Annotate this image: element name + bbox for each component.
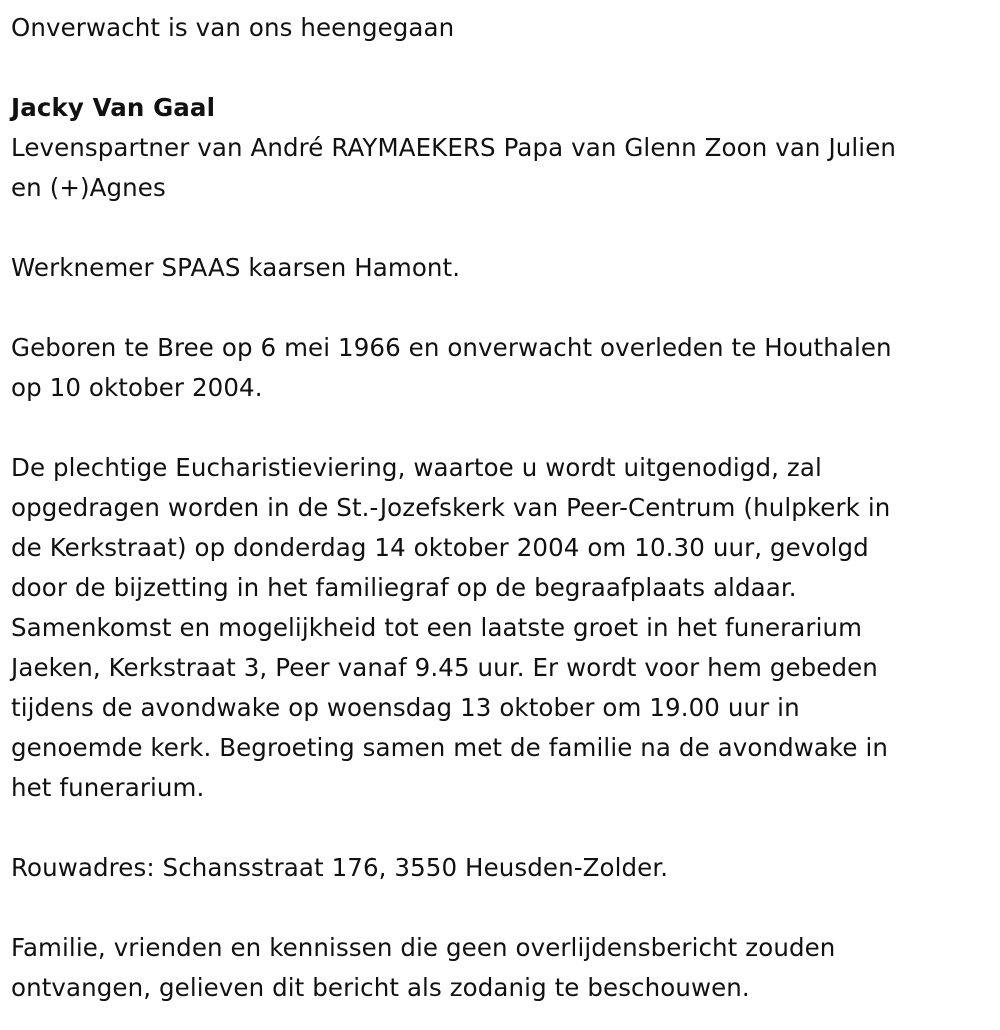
ceremony-line: Samenkomst en mogelijkheid tot een laatste groet in het funerarium [11, 613, 863, 642]
relations-line: en (+)Agnes [11, 173, 166, 202]
birth-death-line: Geboren te Bree op 6 mei 1966 en onverwacht overleden te Houthalen [11, 333, 892, 362]
ceremony-line: Jaeken, Kerkstraat 3, Peer vanaf 9.45 uur. Er wordt voor hem gebeden [11, 653, 878, 682]
ceremony-line: de Kerkstraat) op donderdag 14 oktober 2004 om 10.30 uur, gevolgd [11, 533, 869, 562]
deceased-name: Jacky Van Gaal [11, 93, 216, 122]
ceremony-line: tijdens de avondwake op woensdag 13 oktober om 19.00 uur in [11, 693, 800, 722]
occupation-text: Werknemer SPAAS kaarsen Hamont. [11, 253, 461, 282]
ceremony-line: De plechtige Eucharistieviering, waartoe u wordt uitgenodigd, zal [11, 453, 822, 482]
ceremony-line: genoemde kerk. Begroeting samen met de familie na de avondwake in [11, 733, 888, 762]
closing-line: ontvangen, gelieven dit bericht als zodanig te beschouwen. [11, 973, 750, 1002]
spacer [11, 888, 1000, 928]
relations-line: Levenspartner van André RAYMAEKERS Papa van Glenn Zoon van Julien [11, 133, 897, 162]
ceremony-line: opgedragen worden in de St.-Jozefskerk van Peer-Centrum (hulpkerk in [11, 493, 891, 522]
birth-death-line: op 10 oktober 2004. [11, 373, 263, 402]
spacer [11, 48, 1000, 88]
mourning-address: Rouwadres: Schansstraat 176, 3550 Heusden-Zolder. [11, 853, 669, 882]
spacer [11, 208, 1000, 248]
spacer [11, 808, 1000, 848]
spacer [11, 288, 1000, 328]
ceremony-line: het funerarium. [11, 773, 205, 802]
intro-text: Onverwacht is van ons heengegaan [11, 13, 455, 42]
closing-line: Familie, vrienden en kennissen die geen overlijdensbericht zouden [11, 933, 836, 962]
ceremony-line: door de bijzetting in het familiegraf op de begraafplaats aldaar. [11, 573, 797, 602]
spacer [11, 408, 1000, 448]
